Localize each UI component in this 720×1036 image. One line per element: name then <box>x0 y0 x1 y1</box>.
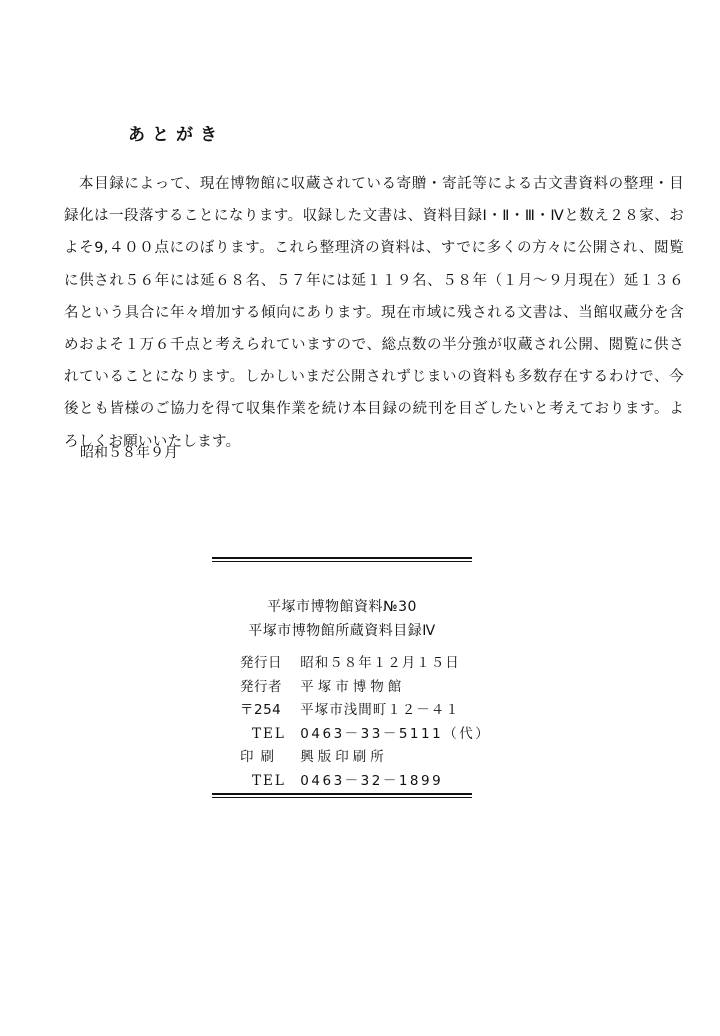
colophon-bottom-rule <box>212 793 472 798</box>
colophon-row-address <box>240 699 491 723</box>
colophon-value: 昭和５８年１２月１５日 <box>300 655 460 671</box>
afterword-date: 昭和５８年９月 <box>80 445 178 461</box>
colophon-top-rule <box>212 557 472 562</box>
colophon-row-publish-date <box>240 652 491 676</box>
colophon-label: 印刷 <box>240 749 281 766</box>
colophon-row-printer-tel <box>240 770 491 794</box>
colophon-label: TEL <box>252 725 286 742</box>
colophon-value: 0463－32－1899 <box>300 772 444 789</box>
colophon-label: 発行日 <box>240 655 282 671</box>
colophon-table <box>240 652 491 794</box>
colophon-value: 興版印刷所 <box>300 749 388 766</box>
colophon-row-tel <box>240 723 491 747</box>
colophon-value: 平塚市博物館 <box>300 678 406 695</box>
colophon-label: TEL <box>252 772 286 789</box>
colophon-value: 平塚市浅間町１２－４１ <box>300 702 460 719</box>
colophon-value: 0463－33－5111（代） <box>300 725 492 742</box>
colophon-label: 発行者 <box>240 678 282 695</box>
colophon-series: 平塚市博物館資料№30 <box>267 599 417 615</box>
colophon-label: 〒254 <box>240 702 282 719</box>
colophon-row-publisher <box>240 676 491 700</box>
colophon-title: 平塚市博物館所蔵資料目録Ⅳ <box>248 623 436 639</box>
afterword-heading: あとがき <box>128 125 224 145</box>
colophon-row-printer <box>240 746 491 770</box>
afterword-body: 本目録によって、現在博物館に収蔵されている寄贈・寄託等による古文書資料の整理・目録化は一段落することになります。収録した文書は、資料目録Ⅰ・Ⅱ・Ⅲ・Ⅳと数え２８家、およそ9,４００点にのぼります。これら整理済の資料は、すでに多くの方々に公開され、閲覧に供され５６年には延６８名、５７年には延１１９名、５８年（１月～９月現在）延１３６名という具合に年々増加する傾向にあります。現在市域に残される文書は、当館収蔵分を含めおよそ１万６千点と考えられていますので、総点数の半分強が収蔵され公開、閲覧に供されていることになります。しかしいまだ公開されずじまいの資料も多数存在するわけで、今後とも皆様のご協力を得て収集作業を続け本目録の続刊を目ざしたいと考えております。よろしくお願いいたします。 <box>64 176 684 450</box>
